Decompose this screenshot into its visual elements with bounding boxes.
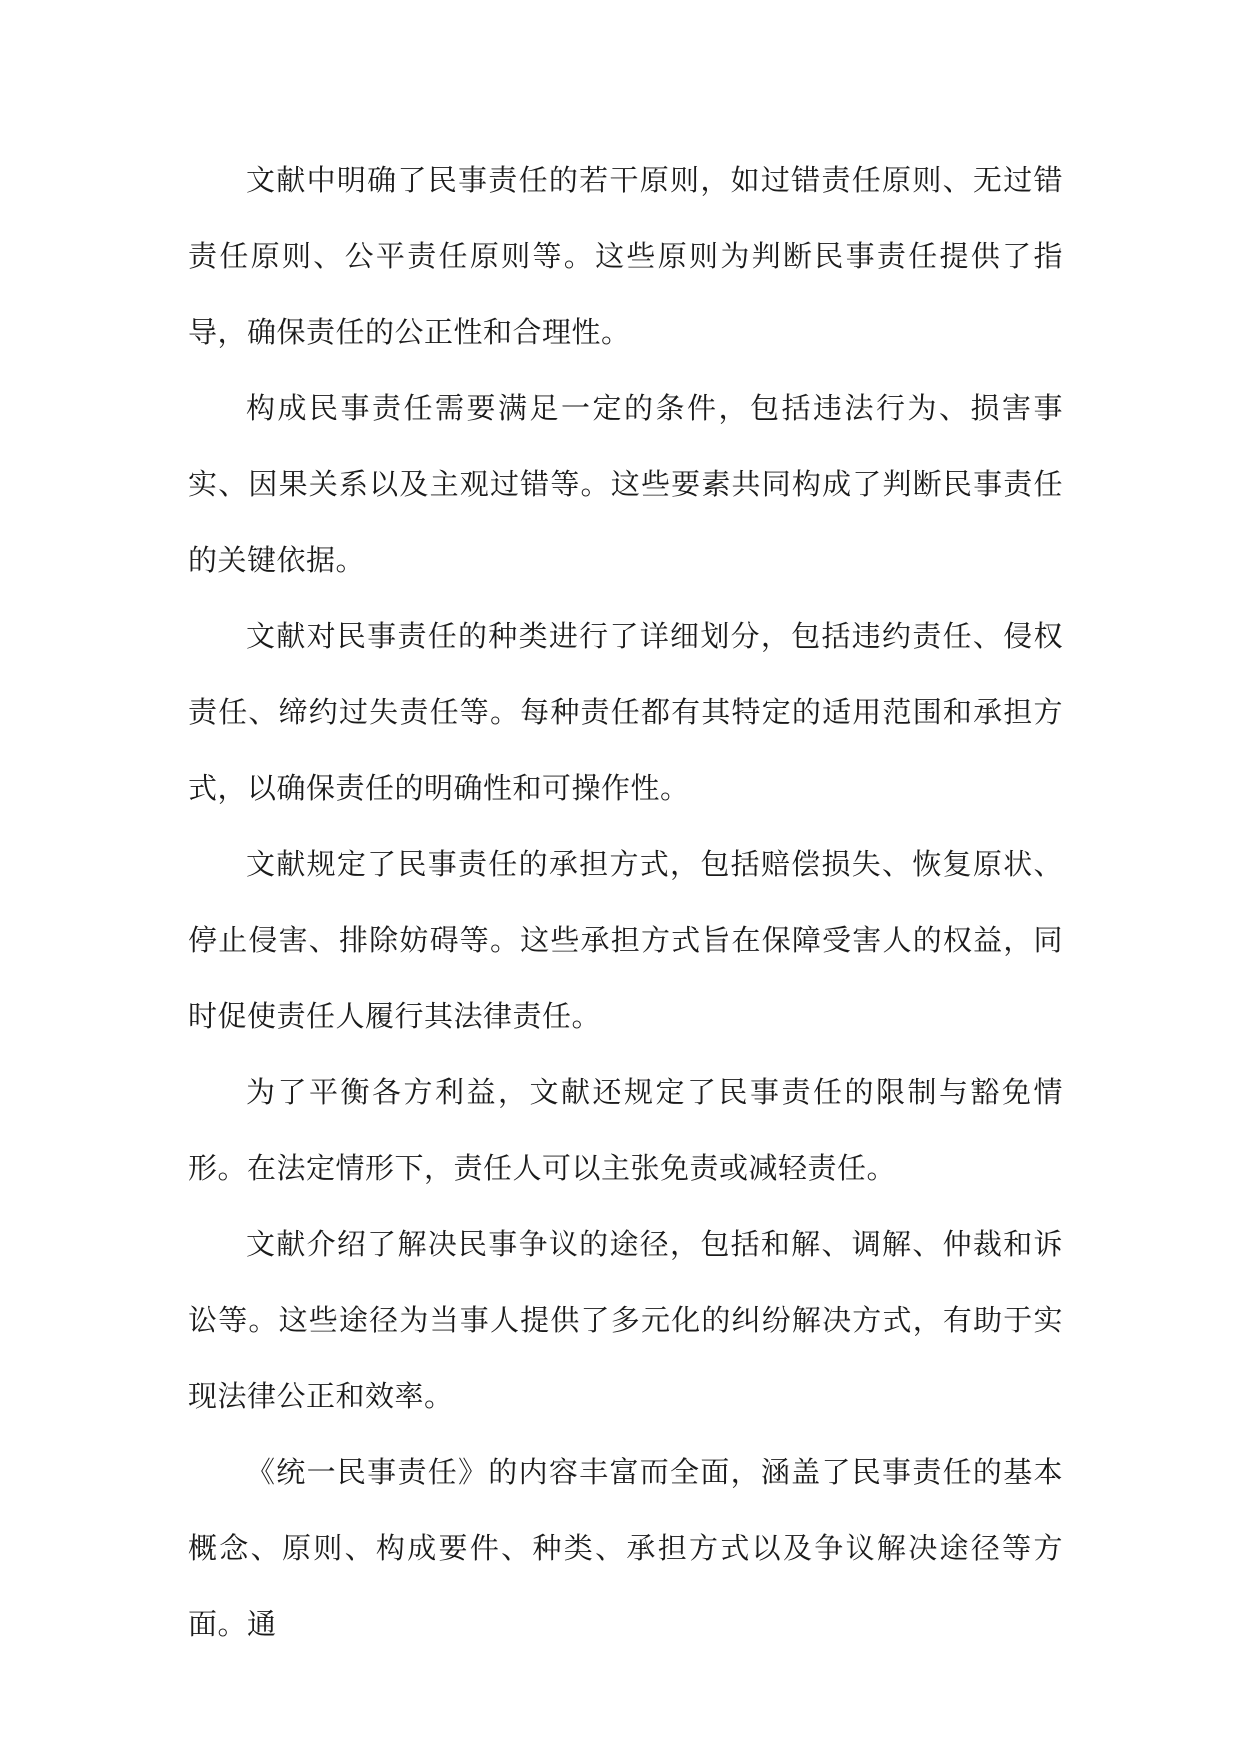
paragraph-liability-limits: 为了平衡各方利益，文献还规定了民事责任的限制与豁免情形。在法定情形下，责任人可以主张免责或减轻责任。 <box>188 1075 1063 1185</box>
paragraph-summary: 《统一民事责任》的内容丰富而全面，涵盖了民事责任的基本概念、原则、构成要件、种类、承担方式以及争议解决途径等方面。通 <box>188 1455 1063 1641</box>
paragraph-liability-types: 文献对民事责任的种类进行了详细划分，包括违约责任、侵权责任、缔约过失责任等。每种责任都有其特定的适用范围和承担方式，以确保责任的明确性和可操作性。 <box>188 619 1063 805</box>
paragraph-liability-principles: 文献中明确了民事责任的若干原则，如过错责任原则、无过错责任原则、公平责任原则等。这些原则为判断民事责任提供了指导，确保责任的公正性和合理性。 <box>188 163 1063 349</box>
paragraph-dispute-resolution: 文献介绍了解决民事争议的途径，包括和解、调解、仲裁和诉讼等。这些途径为当事人提供了多元化的纠纷解决方式，有助于实现法律公正和效率。 <box>188 1227 1063 1413</box>
paragraph-liability-conditions: 构成民事责任需要满足一定的条件，包括违法行为、损害事实、因果关系以及主观过错等。这些要素共同构成了判断民事责任的关键依据。 <box>188 391 1063 577</box>
document-body <box>188 142 1063 1662</box>
paragraph-liability-methods: 文献规定了民事责任的承担方式，包括赔偿损失、恢复原状、停止侵害、排除妨碍等。这些承担方式旨在保障受害人的权益，同时促使责任人履行其法律责任。 <box>188 847 1063 1033</box>
